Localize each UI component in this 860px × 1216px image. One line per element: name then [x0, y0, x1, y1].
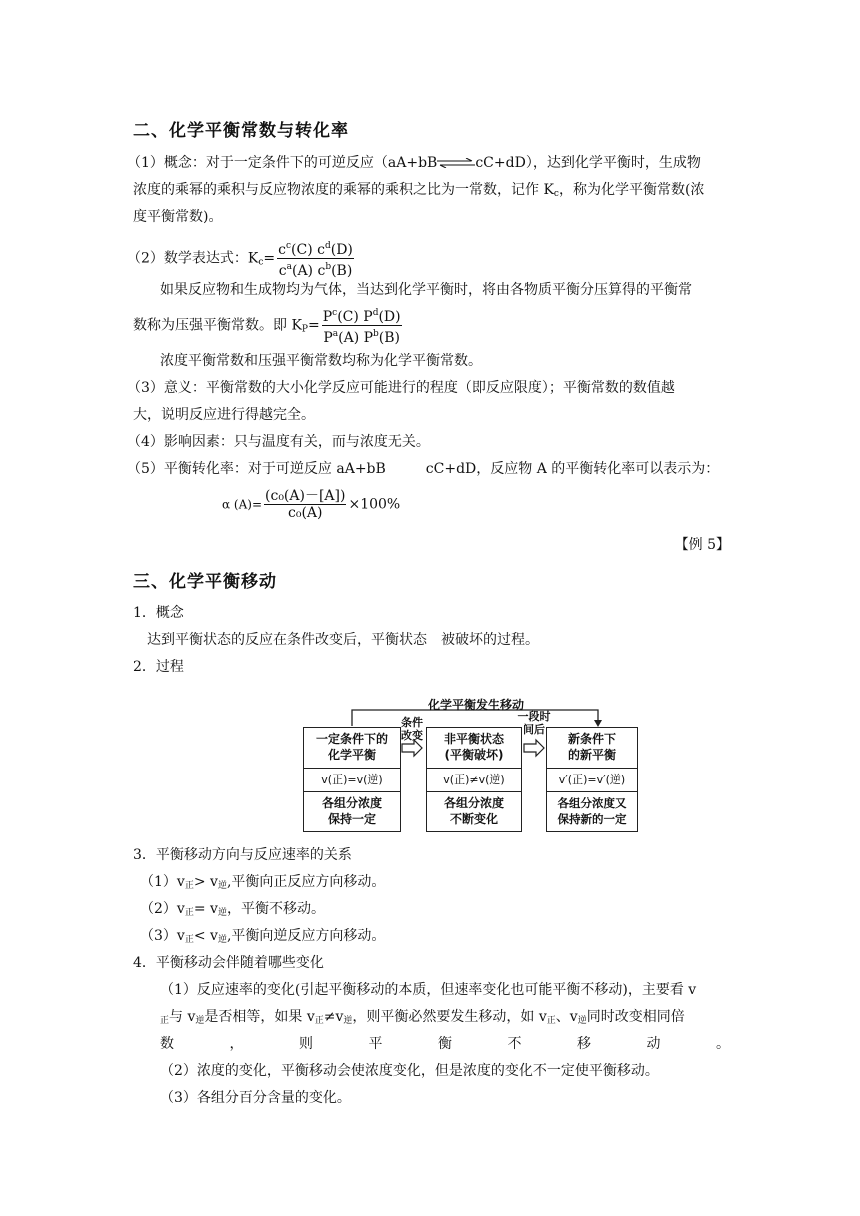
flow-box-initial-equilibrium: 一定条件下的 化学平衡 v(正)=v(逆) 各组分浓度 保持一定 [303, 727, 401, 832]
kc-fraction: $\frac{c^c(C) c^d(D)}{c^a(A) c^b(B)}$ [277, 238, 354, 279]
kc-expression: （2）数学表达式：$K_c=$ $\frac{c^c(C) c^d(D)}{c^a(A) c^b(B)}$ [127, 238, 356, 279]
flow-box-non-equilibrium: 非平衡状态 (平衡破坏) v(正)≠v(逆) 各组分浓度 不断变化 [426, 727, 522, 832]
factors-line: （4）影响因素：只与温度有关，而与浓度无关。 [127, 434, 430, 450]
concept-paragraph-line1: （1）概念：对于一定条件下的可逆反应（aA+bB cC+dD），达到化学平衡时，生成物 [127, 155, 701, 171]
concept-paragraph-line3: 度平衡常数)。 [133, 209, 223, 225]
changes-item3: （3）各组分百分含量的变化。 [160, 1090, 351, 1106]
constant-summary: 浓度平衡常数和压强平衡常数均称为化学平衡常数。 [160, 353, 482, 369]
concept-paragraph-line2: 浓度的乘幂的乘积与反应物浓度的乘幂的乘积之比为一常数，记作 $K_c$，称为化学平衡常数(浓 [133, 182, 705, 199]
subheading-accompanying-changes: 4．平衡移动会伴随着哪些变化 [133, 955, 324, 971]
kp-fraction: $\frac{P^c(C) P^d(D)}{P^a(A) P^b(B)}$ [322, 305, 402, 346]
alpha-formula: α (A)= $\frac{\text{(c₀(A)－[A])}}{\text{c₀(A)}}$ ×100% [222, 488, 401, 521]
rate-item-reverse: $(3)v_正< v_逆$,平衡向逆反应方向移动。 [140, 928, 386, 945]
subheading-direction-rate: 3．平衡移动方向与反应速率的关系 [133, 847, 352, 863]
rate-item-forward: $(1)v_正> v_逆$,平衡向正反应方向移动。 [140, 874, 386, 891]
meaning-line2: 大，说明反应进行得越完全。 [133, 407, 315, 423]
section-heading-equilibrium-shift: 三、化学平衡移动 [133, 572, 277, 592]
flow-box-new-equilibrium: 新条件下 的新平衡 v′(正)=v′(逆) 各组分浓度又 保持新的一定 [546, 727, 638, 832]
equilibrium-arrow-icon [437, 158, 475, 168]
subheading-process: 2．过程 [133, 659, 184, 675]
equilibrium-shift-flow-diagram [300, 692, 640, 834]
kp-expression: 数称为压强平衡常数。即 $K_P=$ $\frac{P^c(C) P^d(D)}{P^a(A) P^b(B)}$ [133, 305, 404, 346]
section-heading-equilibrium-constant: 二、化学平衡常数与转化率 [133, 121, 349, 141]
arrow-label-condition-change: 条件 改变 [401, 716, 423, 742]
changes-item1-line3: 数 ， 则 平 衡 不 移 动 。 [160, 1036, 730, 1052]
changes-item1-line1: （1）反应速率的变化(引起平衡移动的本质，但速率变化也可能平衡不移动)，主要看 v [160, 982, 697, 998]
alpha-fraction: $\frac{\text{(c₀(A)－[A])}}{\text{c₀(A)}}$ [265, 488, 346, 521]
meaning-line1: （3）意义：平衡常数的大小化学反应可能进行的程度（即反应限度）；平衡常数的数值越 [127, 380, 675, 396]
pressure-constant-line1: 如果反应物和生成物均为气体，当达到化学平衡时，将由各物质平衡分压算得的平衡常 [160, 282, 692, 298]
example-reference: 【例 5】 [674, 537, 730, 553]
arrow-label-after-time: 一段时 间后 [517, 710, 551, 736]
concept-text: 达到平衡状态的反应在条件改变后，平衡状态 被破坏的过程。 [147, 632, 539, 648]
subheading-concept: 1．概念 [133, 605, 184, 621]
changes-item1-line2: $_正$与 $v_逆$是否相等，如果 $v_正\ne v_逆$，则平衡必然要发生移动，如 $v_正$、$v_逆$同时改变相同倍 [160, 1009, 685, 1026]
changes-item2: （2）浓度的变化，平衡移动会使浓度变化，但是浓度的变化不一定使平衡移动。 [160, 1063, 659, 1079]
conversion-rate-line: （5）平衡转化率：对于可逆反应 aA+bB cC+dD，反应物 A 的平衡转化率可以表示为： [127, 461, 720, 477]
rate-item-equal: $(2)v_正= v_逆$，平衡不移动。 [140, 901, 325, 918]
flow-title: 化学平衡发生移动 [428, 698, 525, 712]
